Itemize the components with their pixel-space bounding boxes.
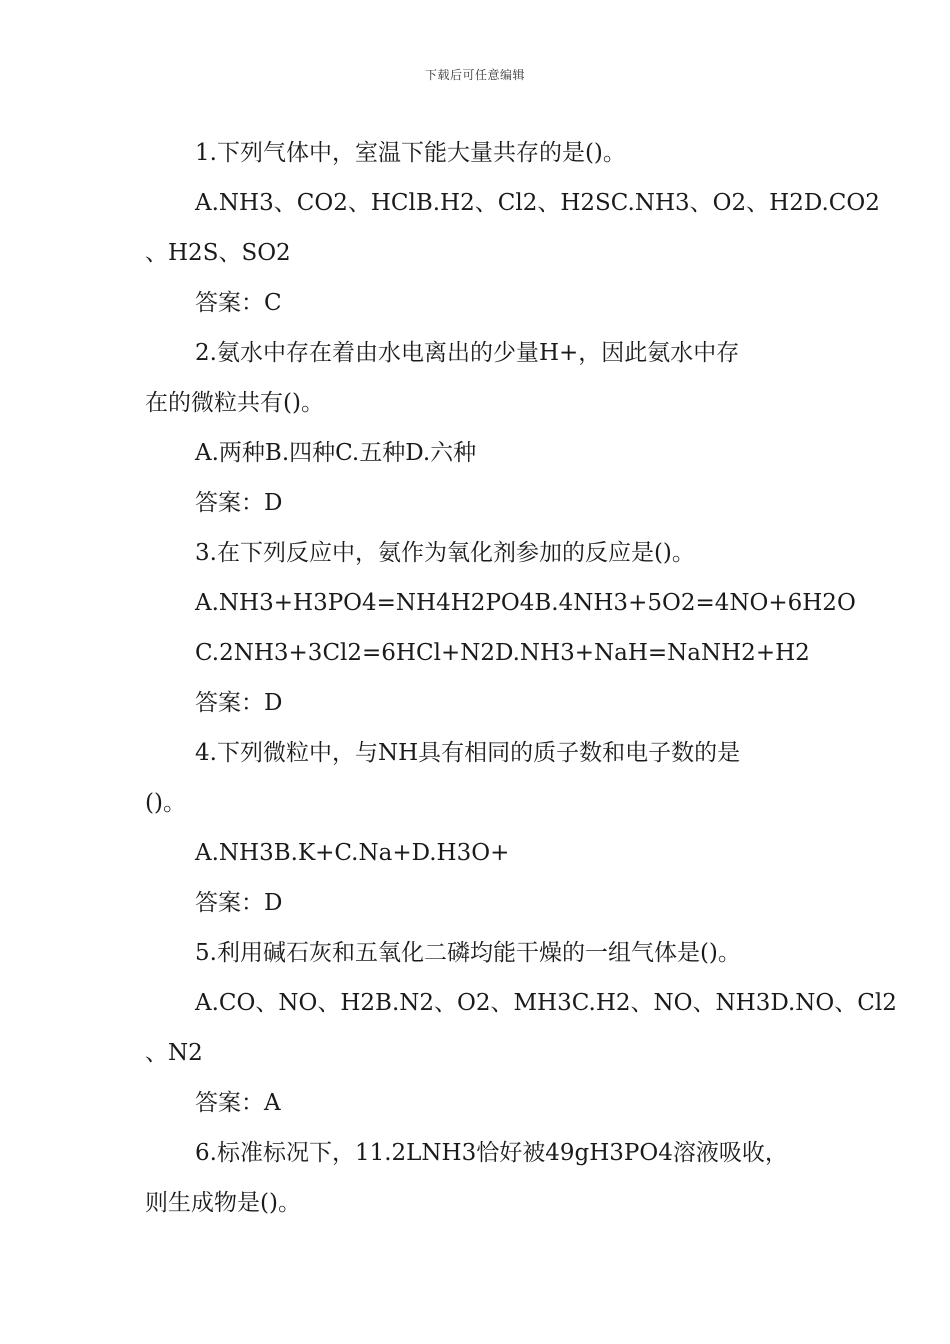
- text-line: 、H2S、SO2: [145, 240, 291, 266]
- page-header: 下载后可任意编辑: [424, 68, 525, 82]
- text-line: 则生成物是()。: [145, 1190, 301, 1216]
- text-line: A.CO、NO、H2B.N2、O2、MH3C.H2、NO、NH3D.NO、Cl2: [195, 990, 897, 1016]
- text-line: 、N2: [145, 1040, 203, 1066]
- text-line: 5.利用碱石灰和五氧化二磷均能干燥的一组气体是()。: [195, 940, 741, 966]
- answer-line: 答案：C: [195, 290, 282, 316]
- answer-line: 答案：D: [195, 890, 283, 916]
- answer-line: 答案：A: [195, 1090, 281, 1116]
- text-line: A.NH3B.K+C.Na+D.H3O+: [195, 840, 510, 866]
- text-line: 4.下列微粒中，与NH具有相同的质子数和电子数的是: [195, 740, 741, 766]
- answer-line: 答案：D: [195, 690, 283, 716]
- text-line: C.2NH3+3Cl2=6HCl+N2D.NH3+NaH=NaNH2+H2: [195, 640, 810, 666]
- text-line: ()。: [145, 790, 186, 816]
- text-line: 6.标准标况下，11.2LNH3恰好被49gH3PO4溶液吸收，: [195, 1140, 788, 1166]
- text-line: 在的微粒共有()。: [145, 390, 324, 416]
- text-line: 3.在下列反应中，氨作为氧化剂参加的反应是()。: [195, 540, 695, 566]
- document-body: [145, 128, 897, 1228]
- text-line: A.NH3、CO2、HClB.H2、Cl2、H2SC.NH3、O2、H2D.CO2: [195, 190, 880, 216]
- text-line: 1.下列气体中，室温下能大量共存的是()。: [195, 140, 626, 166]
- text-line: A.两种B.四种C.五种D.六种: [195, 440, 477, 466]
- answer-line: 答案：D: [195, 490, 283, 516]
- text-line: A.NH3+H3PO4=NH4H2PO4B.4NH3+5O2=4NO+6H2O: [195, 590, 856, 616]
- text-line: 2.氨水中存在着由水电离出的少量H+，因此氨水中存: [195, 340, 740, 366]
